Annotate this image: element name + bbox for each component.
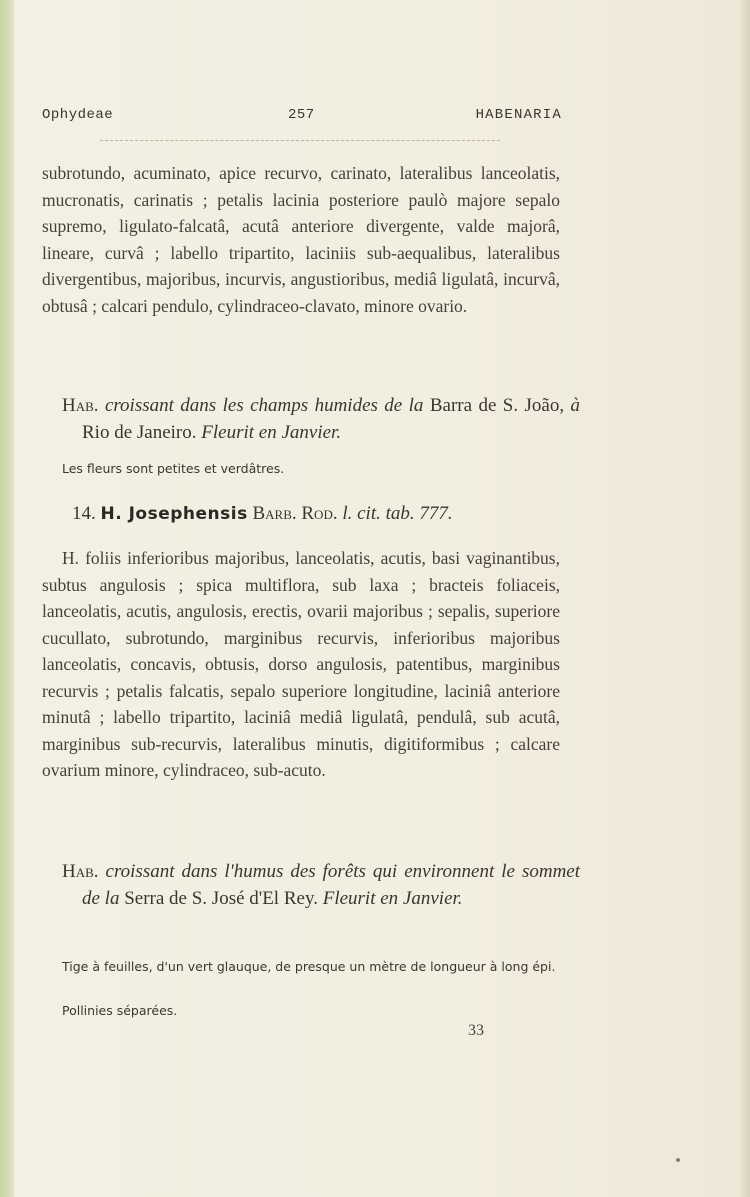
header-rule [100, 140, 500, 141]
page-edge [740, 0, 750, 1197]
description-continued: subrotundo, acuminato, apice recurvo, carinato, lateralibus lanceolatis, mucronatis, carinatis ; petalis lacinia posteriore paulò majore sepalo supremo, ligulato-falcatâ, acutâ anteriore divergente, valde majorâ, lineare, curvâ ; labello tripartito, laciniis sub-aequalibus, lateralibus divergentibus, majoribus, incurvis, angustioribus, mediâ ligulatâ, incurvâ, obtusâ ; calcari pendulo, cylindraceo-clavato, minore ovario. [42, 163, 560, 316]
hab-italic: à [570, 395, 580, 416]
paper-speck [676, 1158, 680, 1162]
hab-locality: Rio de Janeiro. [82, 422, 197, 443]
running-header [42, 107, 562, 127]
book-spine-shadow [0, 0, 14, 1197]
header-section: Ophydeae [42, 107, 114, 123]
species-heading [72, 503, 562, 525]
hab-flowering: Fleurit en Janvier. [201, 422, 342, 443]
species-number: 14. [72, 503, 96, 524]
species-description: H. foliis inferioribus majoribus, lanceolatis, acutis, basi vaginantibus, subtus angulosis ; spica multiflora, sub laxa ; bracteis foliaceis, lanceolatis, acutis, angulosis, erectis, ovarii majoribus ; sepalis, superiore cucullato, subrotundo, marginibus recurvis, inferioribus majoribus lanceolatis, concavis, obtusis, dorso angulosis, patentibus, marginibus recurvis ; petalis falcatis, sepalo superiore longitudine, laciniâ anteriore minutâ ; labello tripartito, laciniâ mediâ ligulatâ, pendulâ, sub acutâ, marginibus sub-recurvis, lateralibus minutis, digitiformibus ; calcare ovarium minore, cylindraceo, sub-acuto. [42, 548, 560, 780]
species-name: H. Josephensis [100, 504, 248, 524]
hab-locality: Barra de S. João, [429, 395, 565, 416]
note-pollinia: Pollinies séparées. [62, 1003, 178, 1018]
habitat-paragraph-1 [62, 392, 580, 446]
hab-locality: Serra de S. José d'El Rey. [124, 888, 318, 909]
hab-italic: croissant dans l'humus des forêts qui environnent le sommet de la [82, 861, 580, 909]
hab-italic: croissant dans les champs humides de la [104, 395, 424, 416]
species-author: Barb. Rod. [252, 503, 338, 524]
note-flowers: Les fleurs sont petites et verdâtres. [62, 461, 285, 476]
species-citation: l. cit. tab. 777. [342, 503, 453, 524]
header-genus: HABENARIA [475, 107, 562, 123]
habitat-paragraph-2 [62, 858, 580, 912]
hab-flowering: Fleurit en Janvier. [322, 888, 463, 909]
note-stem: Tige à feuilles, d'un vert glauque, de presque un mètre de longueur à long épi. [62, 959, 556, 974]
signature-mark: 33 [468, 1022, 484, 1039]
hab-label: Hab. [62, 861, 99, 882]
hab-label: Hab. [62, 395, 99, 416]
page-number: 257 [288, 107, 315, 123]
